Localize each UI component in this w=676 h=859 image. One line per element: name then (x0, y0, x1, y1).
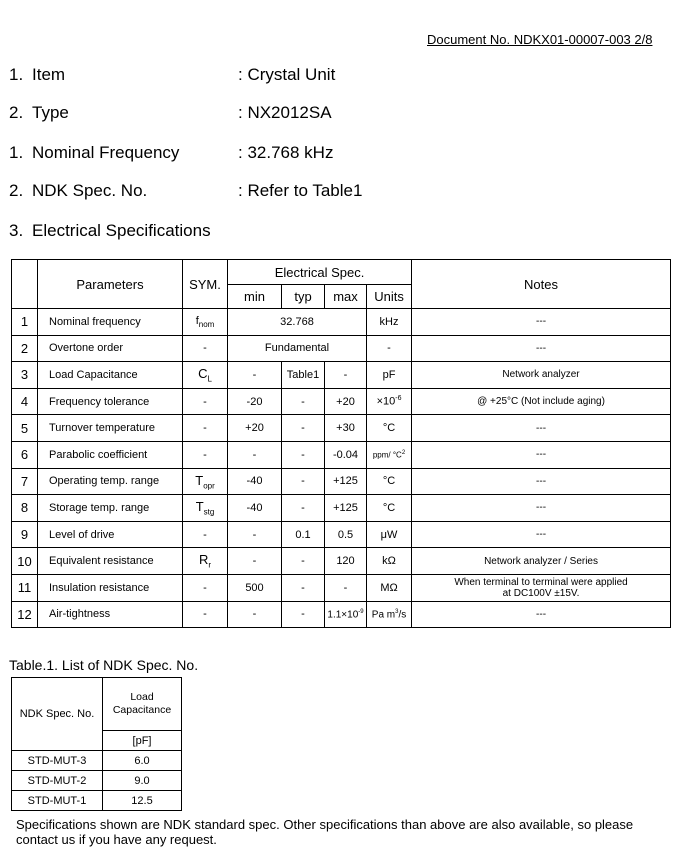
symbol-base: T (195, 499, 204, 515)
header-typ: typ (282, 285, 325, 309)
max-base: 1.1×10 (327, 608, 359, 620)
heading-label: Electrical Specifications (32, 221, 211, 240)
row-min: - (228, 548, 282, 575)
row-notes: Network analyzer (412, 362, 671, 389)
table-row (12, 601, 671, 628)
row-typ: - (282, 441, 325, 468)
row-notes: --- (412, 309, 671, 336)
row-units: kHz (367, 309, 412, 336)
row-index: 6 (12, 441, 38, 468)
table-row (12, 791, 182, 811)
heading-value: : Crystal Unit (238, 65, 336, 84)
table-row (12, 441, 671, 468)
table1-header-spec: NDK Spec. No. (12, 678, 103, 751)
row-parameter: Nominal frequency (38, 309, 183, 336)
heading-value: : Refer to Table1 (238, 181, 363, 200)
row-index: 2 (12, 335, 38, 362)
row-index: 12 (12, 601, 38, 628)
row-notes: --- (412, 415, 671, 442)
row-max: +30 (325, 415, 367, 442)
row-max: +125 (325, 468, 367, 495)
heading-value: : NX2012SA (238, 103, 332, 122)
row-typ: - (282, 415, 325, 442)
symbol-subscript: stg (203, 507, 215, 517)
row-typ: - (282, 548, 325, 575)
header-notes: Notes (412, 260, 671, 309)
row-typ: - (282, 468, 325, 495)
row-units: MΩ (367, 574, 412, 601)
table1-cap: 12.5 (103, 791, 182, 811)
heading-number: 1. (9, 143, 24, 162)
row-notes: Network analyzer / Series (412, 548, 671, 575)
row-parameter: Parabolic coefficient (38, 441, 183, 468)
row-min: - (228, 441, 282, 468)
row-symbol (183, 468, 228, 495)
table1-spec: STD-MUT-2 (12, 771, 103, 791)
row-index: 3 (12, 362, 38, 389)
row-units: μW (367, 521, 412, 548)
table1-caption: Table.1. List of NDK Spec. No. (9, 657, 199, 673)
row-max: -0.04 (325, 441, 367, 468)
table1-spec: STD-MUT-3 (12, 751, 103, 771)
table-row (12, 309, 671, 336)
footer-note: Specifications shown are NDK standard spec. Other specifications than above are also available, so please contact us if you have any request. (16, 817, 634, 847)
row-merged-value: 32.768 (228, 309, 367, 336)
units-tail: /s (398, 608, 407, 620)
row-symbol: - (183, 388, 228, 415)
row-units (367, 601, 412, 628)
row-min: -40 (228, 495, 282, 522)
row-symbol (183, 309, 228, 336)
row-parameter: Insulation resistance (38, 574, 183, 601)
row-index: 8 (12, 495, 38, 522)
row-max (325, 601, 367, 628)
table-header-row (12, 260, 671, 285)
row-max: 0.5 (325, 521, 367, 548)
row-symbol: - (183, 521, 228, 548)
row-typ: Table1 (282, 362, 325, 389)
heading-item (9, 65, 335, 85)
table1-cap: 6.0 (103, 751, 182, 771)
row-notes: --- (412, 521, 671, 548)
row-units: °C (367, 495, 412, 522)
row-max: +20 (325, 388, 367, 415)
row-max: 120 (325, 548, 367, 575)
units-base: Pa m (371, 608, 396, 620)
units-base: ×10 (376, 395, 396, 408)
row-units: kΩ (367, 548, 412, 575)
row-parameter: Operating temp. range (38, 468, 183, 495)
row-units (367, 388, 412, 415)
heading-electrical-specifications (9, 221, 211, 241)
row-index: 4 (12, 388, 38, 415)
symbol-subscript: nom (198, 319, 215, 329)
header-line: Capacitance (112, 704, 172, 716)
header-index (12, 260, 38, 309)
row-index: 11 (12, 574, 38, 601)
row-parameter: Overtone order (38, 335, 183, 362)
table-row (12, 415, 671, 442)
row-symbol: - (183, 574, 228, 601)
row-symbol (183, 362, 228, 389)
row-symbol: - (183, 335, 228, 362)
heading-label: Item (32, 65, 66, 84)
row-max: - (325, 574, 367, 601)
row-index: 9 (12, 521, 38, 548)
symbol-subscript: opr (203, 481, 215, 491)
row-notes (412, 574, 671, 601)
heading-value: : 32.768 kHz (238, 143, 334, 162)
row-parameter: Level of drive (38, 521, 183, 548)
row-symbol: - (183, 601, 228, 628)
row-index: 7 (12, 468, 38, 495)
row-parameter: Storage temp. range (38, 495, 183, 522)
row-units: °C (367, 415, 412, 442)
symbol-base: C (198, 366, 208, 382)
row-parameter: Load Capacitance (38, 362, 183, 389)
table1-header-row (12, 678, 182, 731)
row-merged-value: Fundamental (228, 335, 367, 362)
row-notes: --- (412, 441, 671, 468)
row-parameter: Air-tightness (38, 601, 183, 628)
row-symbol: - (183, 415, 228, 442)
row-notes: --- (412, 335, 671, 362)
notes-line: at DC100V ±15V. (502, 587, 580, 599)
row-typ: - (282, 495, 325, 522)
heading-ndk-spec-no (9, 181, 362, 201)
row-units (367, 441, 412, 468)
table-row (12, 468, 671, 495)
symbol-base: R (198, 552, 209, 568)
row-typ: 0.1 (282, 521, 325, 548)
table-row (12, 771, 182, 791)
row-min: - (228, 521, 282, 548)
heading-number: 1. (9, 65, 24, 84)
row-notes: @ +25°C (Not include aging) (412, 388, 671, 415)
units-superscript: 3 (395, 608, 399, 615)
table1-unit: [pF] (103, 731, 182, 751)
row-min: - (228, 362, 282, 389)
row-notes: --- (412, 601, 671, 628)
symbol-subscript: r (208, 560, 212, 570)
document-number: Document No. NDKX01-00007-003 2/8 (427, 32, 653, 47)
table1-header-capacitance (103, 678, 182, 731)
row-symbol: - (183, 441, 228, 468)
row-min: +20 (228, 415, 282, 442)
row-parameter: Frequency tolerance (38, 388, 183, 415)
header-line: Load (130, 691, 154, 703)
row-typ: - (282, 388, 325, 415)
table-row (12, 521, 671, 548)
table-row (12, 751, 182, 771)
row-notes: --- (412, 495, 671, 522)
heading-type (9, 103, 332, 123)
heading-nominal-frequency (9, 143, 333, 163)
row-parameter: Equivalent resistance (38, 548, 183, 575)
row-index: 10 (12, 548, 38, 575)
max-superscript: -9 (358, 608, 364, 615)
electrical-spec-table (11, 259, 671, 628)
ndk-spec-table (11, 677, 182, 811)
table1-cap: 9.0 (103, 771, 182, 791)
units-superscript: 2 (401, 449, 406, 456)
header-sym: SYM. (183, 260, 228, 309)
symbol-base: T (195, 472, 204, 488)
row-units: pF (367, 362, 412, 389)
row-index: 1 (12, 309, 38, 336)
row-symbol (183, 495, 228, 522)
row-units: °C (367, 468, 412, 495)
table1-spec: STD-MUT-1 (12, 791, 103, 811)
notes-line: When terminal to terminal were applied (454, 576, 628, 588)
heading-number: 2. (9, 181, 24, 200)
table-row (12, 574, 671, 601)
row-max: - (325, 362, 367, 389)
symbol-subscript: L (207, 374, 212, 384)
heading-number: 2. (9, 103, 24, 122)
row-typ: - (282, 574, 325, 601)
heading-label: Type (32, 103, 69, 122)
table-row (12, 362, 671, 389)
table-row (12, 388, 671, 415)
heading-number: 3. (9, 221, 24, 240)
table-row (12, 548, 671, 575)
header-max: max (325, 285, 367, 309)
heading-label: NDK Spec. No. (32, 181, 148, 200)
table-row (12, 335, 671, 362)
units-superscript: -6 (395, 395, 402, 403)
row-typ: - (282, 601, 325, 628)
row-min: 500 (228, 574, 282, 601)
row-min: -40 (228, 468, 282, 495)
row-parameter: Turnover temperature (38, 415, 183, 442)
row-min: - (228, 601, 282, 628)
row-symbol (183, 548, 228, 575)
units-base: ppm/ °C (372, 450, 402, 460)
symbol-base: f (195, 314, 199, 327)
header-units: Units (367, 285, 412, 309)
table-row (12, 495, 671, 522)
row-notes: --- (412, 468, 671, 495)
header-parameters: Parameters (38, 260, 183, 309)
row-min: -20 (228, 388, 282, 415)
row-units: - (367, 335, 412, 362)
row-index: 5 (12, 415, 38, 442)
header-electrical-spec: Electrical Spec. (228, 260, 412, 285)
heading-label: Nominal Frequency (32, 143, 180, 162)
header-min: min (228, 285, 282, 309)
row-max: +125 (325, 495, 367, 522)
